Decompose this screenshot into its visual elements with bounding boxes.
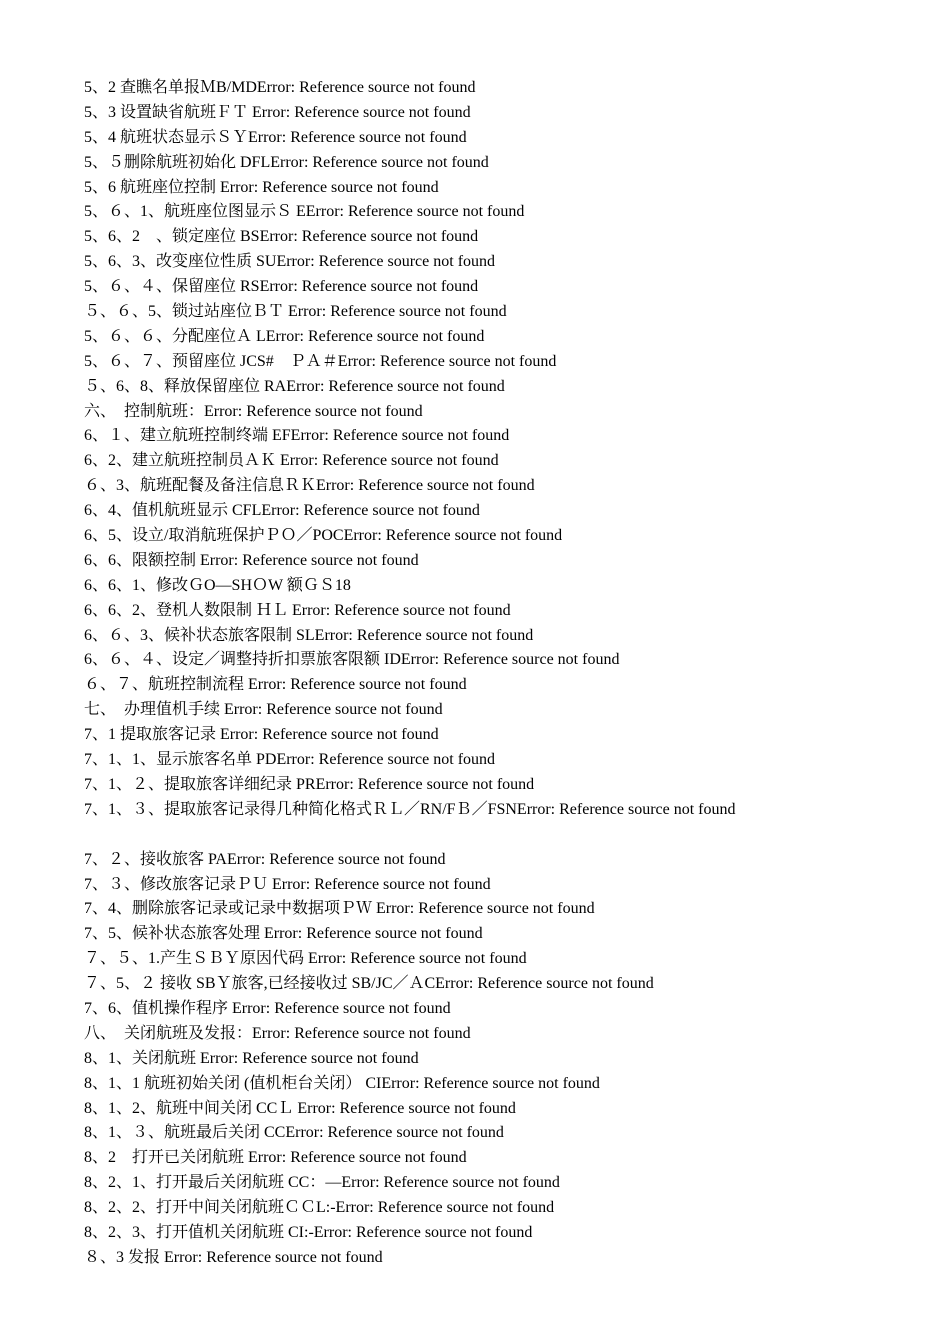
toc-entry: 6、6、1、修改ＧO—SHＯW 额ＧＳ18: [84, 576, 351, 594]
toc-entry: 6、６、3、候补状态旅客限制 SLError: Reference source not found: [84, 626, 534, 644]
toc-entry: 6、１、建立航班控制终端 EFError: Reference source not found: [84, 427, 510, 445]
toc-entry: 5、3 设置缺省航班ＦＴ Error: Reference source not found: [84, 103, 471, 121]
toc-entry: 7、6、值机操作程序 Error: Reference source not found: [84, 999, 451, 1017]
toc-entry: 5、6、3、改变座位性质 SUError: Reference source not found: [84, 253, 496, 271]
toc-entry: ７、５、1.产生ＳＢＹ原因代码 Error: Reference source not found: [84, 950, 527, 968]
toc-entry: ５、６、5、锁过站座位ＢＴ Error: Reference source not found: [84, 303, 507, 321]
toc-section-heading: 八、 关闭航班及发报：Error: Reference source not found: [84, 1024, 471, 1042]
toc-entry: 6、2、建立航班控制员ＡＫ Error: Reference source not found: [84, 452, 499, 470]
toc-entry: ６、3、航班配餐及备注信息ＲＫError: Reference source not found: [84, 477, 535, 495]
toc-entry: 7、1、２、提取旅客详细纪录 PRError: Reference source not found: [84, 775, 535, 793]
toc-entry: 5、５删除航班初始化 DFLError: Reference source not found: [84, 153, 489, 171]
toc-entry: 8、2 打开已关闭航班 Error: Reference source not found: [84, 1149, 467, 1167]
toc-entry: 5、6、2 、锁定座位 BSError: Reference source not found: [84, 228, 479, 246]
toc-entry: 7、３、修改旅客记录ＰＵ Error: Reference source not found: [84, 875, 491, 893]
toc-entry: 6、６、４、设定／调整持折扣票旅客限额 IDError: Reference source not found: [84, 651, 620, 669]
toc-entry: 6、4、值机航班显示 CFLError: Reference source not found: [84, 502, 480, 520]
toc-entry: 5、2 查瞧名单报ＭB/MDError: Reference source not found: [84, 79, 476, 96]
toc-entry: 8、1、1 航班初始关闭 (值机柜台关闭） CIError: Reference source not found: [84, 1074, 600, 1092]
toc-entry: 8、2、3、打开值机关闭航班 CI:-Error: Reference source not found: [84, 1223, 533, 1241]
toc-entry: ５、6、8、释放保留座位 RAError: Reference source not found: [84, 377, 505, 395]
toc-entry: 5、6 航班座位控制 Error: Reference source not found: [84, 178, 439, 196]
toc-entry: 5、６、６、分配座位Ａ LError: Reference source not found: [84, 327, 485, 345]
table-of-contents: [84, 76, 904, 1271]
toc-entry: 8、1、３、航班最后关闭 CCError: Reference source not found: [84, 1124, 504, 1142]
toc-entry: 6、6、限额控制 Error: Reference source not found: [84, 551, 419, 569]
toc-entry: 7、1 提取旅客记录 Error: Reference source not found: [84, 726, 439, 744]
toc-entry: 6、6、2、登机人数限制 ＨＬ Error: Reference source not found: [84, 601, 511, 619]
toc-entry: ８、3 发报 Error: Reference source not found: [84, 1248, 383, 1266]
toc-section-heading: 六、 控制航班：Error: Reference source not found: [84, 402, 423, 420]
toc-entry: 5、６、1、航班座位图显示Ｓ EError: Reference source not found: [84, 203, 525, 221]
toc-entry: 8、1、2、航班中间关闭 CCＬ Error: Reference source not found: [84, 1099, 516, 1117]
toc-section-heading: 七、 办理值机手续 Error: Reference source not found: [84, 701, 443, 719]
toc-entry: 7、1、1、显示旅客名单 PDError: Reference source not found: [84, 751, 496, 769]
toc-entry: 7、1、３、提取旅客记录得几种简化格式ＲＬ／RN/FＢ／FSNError: Reference source not found: [84, 800, 736, 818]
toc-entry: 8、1、关闭航班 Error: Reference source not found: [84, 1049, 419, 1067]
toc-entry: ７、5、２ 接收 SBＹ旅客,已经接收过 SB/JC／ＡCError: Reference source not found: [84, 975, 654, 993]
toc-entry: 7、4、删除旅客记录或记录中数据项ＰＷ Error: Reference source not found: [84, 900, 595, 918]
toc-entry: 5、６、７、预留座位 JCS# ＰＡ＃Error: Reference source not found: [84, 352, 557, 370]
toc-entry: 5、4 航班状态显示ＳＹError: Reference source not found: [84, 128, 467, 146]
toc-entry: 5、６、４、保留座位 RSError: Reference source not found: [84, 278, 479, 296]
toc-entry: 8、2、2、打开中间关闭航班ＣＣL:-Error: Reference source not found: [84, 1199, 555, 1217]
toc-entry: ６、７、航班控制流程 Error: Reference source not found: [84, 676, 467, 694]
toc-entry: 7、5、候补状态旅客处理 Error: Reference source not found: [84, 925, 483, 943]
toc-entry: 6、5、设立/取消航班保护ＰＯ／POCError: Reference source not found: [84, 527, 563, 545]
toc-entry: 8、2、1、打开最后关闭航班 CC：—Error: Reference source not found: [84, 1174, 560, 1192]
toc-entry: 7、２、接收旅客 PAError: Reference source not found: [84, 850, 446, 868]
